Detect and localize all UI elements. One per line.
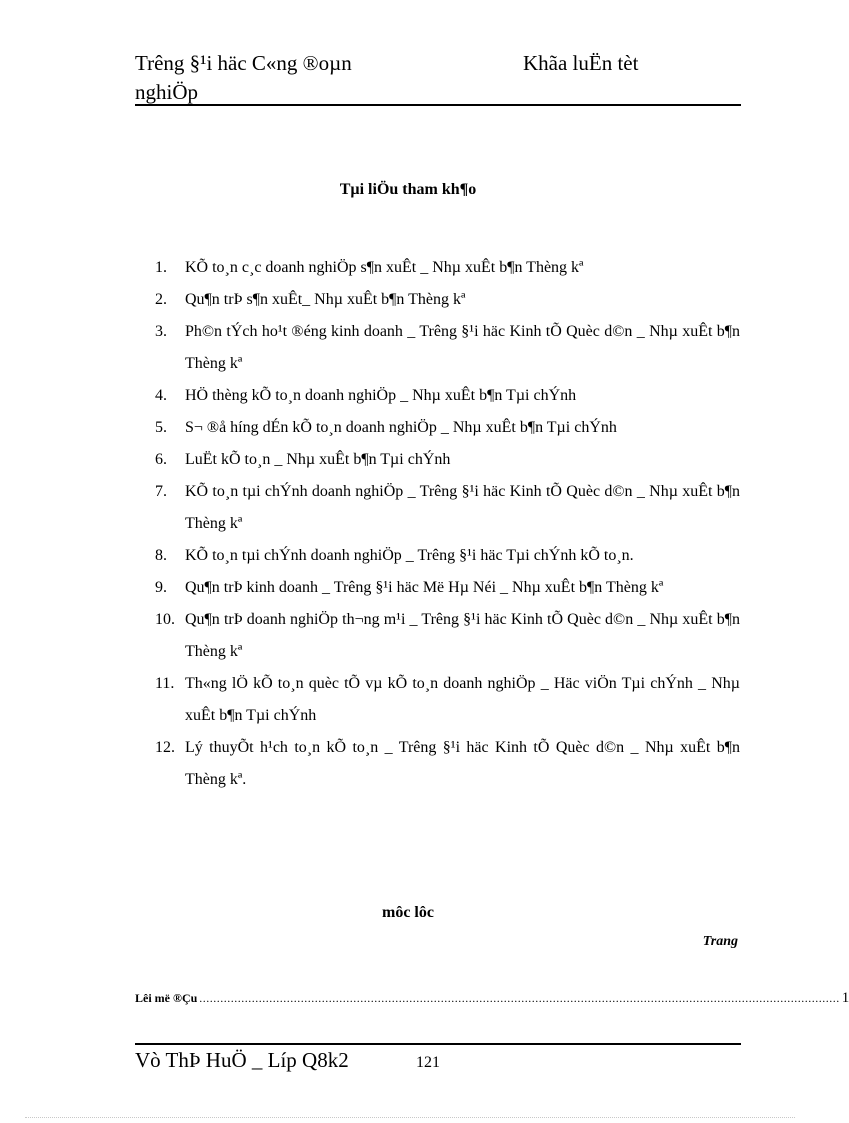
toc-entry-label: Lêi më ®Çu: [135, 991, 198, 1005]
header-school-name: Trêng §¹i häc C«ng ®oµn: [135, 51, 352, 75]
reference-item: [155, 668, 740, 732]
reference-text: HÖ thèng kÕ to¸n doanh nghiÖp _ Nhµ xuÊt b¶n Tµi chÝnh: [185, 387, 577, 404]
header-thesis-label: Khãa luËn tèt: [523, 51, 639, 75]
footer-rule: [135, 1043, 741, 1045]
reference-item: [155, 284, 740, 316]
reference-item: [155, 732, 740, 796]
reference-number: 12.: [155, 739, 175, 756]
references-list: [155, 252, 740, 796]
reference-text: LuËt kÕ to¸n _ Nhµ xuÊt b¶n Tµi chÝnh: [185, 451, 451, 468]
reference-text: S¬ ®å híng dÉn kÕ to¸n doanh nghiÖp _ Nhµ xuÊt b¶n Tµi chÝnh: [185, 419, 617, 436]
reference-text: KÕ to¸n tµi chÝnh doanh nghiÖp _ Trêng §¹i häc Kinh tÕ Quèc d©n _ Nhµ xuÊt b¶n Thèng kª: [185, 483, 740, 532]
reference-number: 10.: [155, 611, 175, 628]
reference-item: [155, 316, 740, 380]
reference-number: 4.: [155, 387, 167, 404]
footer-page-number: 121: [416, 1054, 440, 1071]
reference-item: [155, 540, 740, 572]
reference-text: Qu¶n trÞ s¶n xuÊt_ Nhµ xuÊt b¶n Thèng kª: [185, 291, 466, 308]
reference-item: [155, 252, 740, 284]
reference-number: 1.: [155, 259, 167, 276]
reference-item: [155, 380, 740, 412]
references-title: Tµi liÖu tham kh¶o: [339, 181, 477, 198]
header-rule: [135, 104, 741, 106]
reference-item: [155, 476, 740, 540]
reference-number: 11.: [155, 675, 175, 692]
toc-entry-page: 1: [841, 990, 849, 1006]
reference-number: 8.: [155, 547, 167, 564]
reference-text: KÕ to¸n c¸c doanh nghiÖp s¶n xuÊt _ Nhµ xuÊt b¶n Thèng kª: [185, 259, 584, 276]
reference-number: 3.: [155, 323, 167, 340]
reference-number: 2.: [155, 291, 167, 308]
reference-item: [155, 572, 740, 604]
footer-author: Vò ThÞ HuÖ _ Líp Q8k2: [135, 1048, 349, 1072]
reference-item: [155, 604, 740, 668]
toc-title: môc lôc: [382, 904, 434, 921]
reference-text: Qu¶n trÞ kinh doanh _ Trêng §¹i häc Më Hµ Néi _ Nhµ xuÊt b¶n Thèng kª: [185, 579, 664, 596]
toc-leader-dots: .......................................................................................................................................................................................: [199, 991, 840, 1005]
reference-text: Qu¶n trÞ doanh nghiÖp th¬ng m¹i _ Trêng §¹i häc Kinh tÕ Quèc d©n _ Nhµ xuÊt b¶n Thèng kª: [185, 611, 740, 660]
toc-row: [135, 990, 849, 1007]
reference-item: [155, 444, 740, 476]
reference-number: 6.: [155, 451, 167, 468]
reference-number: 7.: [155, 483, 167, 500]
reference-text: Lý thuyÕt h¹ch to¸n kÕ to¸n _ Trêng §¹i häc Kinh tÕ Quèc d©n _ Nhµ xuÊt b¶n Thèng kª.: [185, 739, 740, 788]
page-bottom-divider: [25, 1117, 795, 1118]
reference-number: 9.: [155, 579, 167, 596]
header-line-2: nghiÖp: [135, 80, 198, 104]
toc-page-column-label: Trang: [702, 934, 738, 949]
reference-number: 5.: [155, 419, 167, 436]
reference-text: Th«ng lÖ kÕ to¸n quèc tÕ vµ kÕ to¸n doanh nghiÖp _ Häc viÖn Tµi chÝnh _ Nhµ xuÊt b¶n Tµi chÝnh: [185, 675, 740, 724]
reference-item: [155, 412, 740, 444]
reference-text: KÕ to¸n tµi chÝnh doanh nghiÖp _ Trêng §¹i häc Tµi chÝnh kÕ to¸n.: [185, 547, 634, 564]
reference-text: Ph©n tÝch ho¹t ®éng kinh doanh _ Trêng §¹i häc Kinh tÕ Quèc d©n _ Nhµ xuÊt b¶n Thèng kª: [185, 323, 740, 372]
